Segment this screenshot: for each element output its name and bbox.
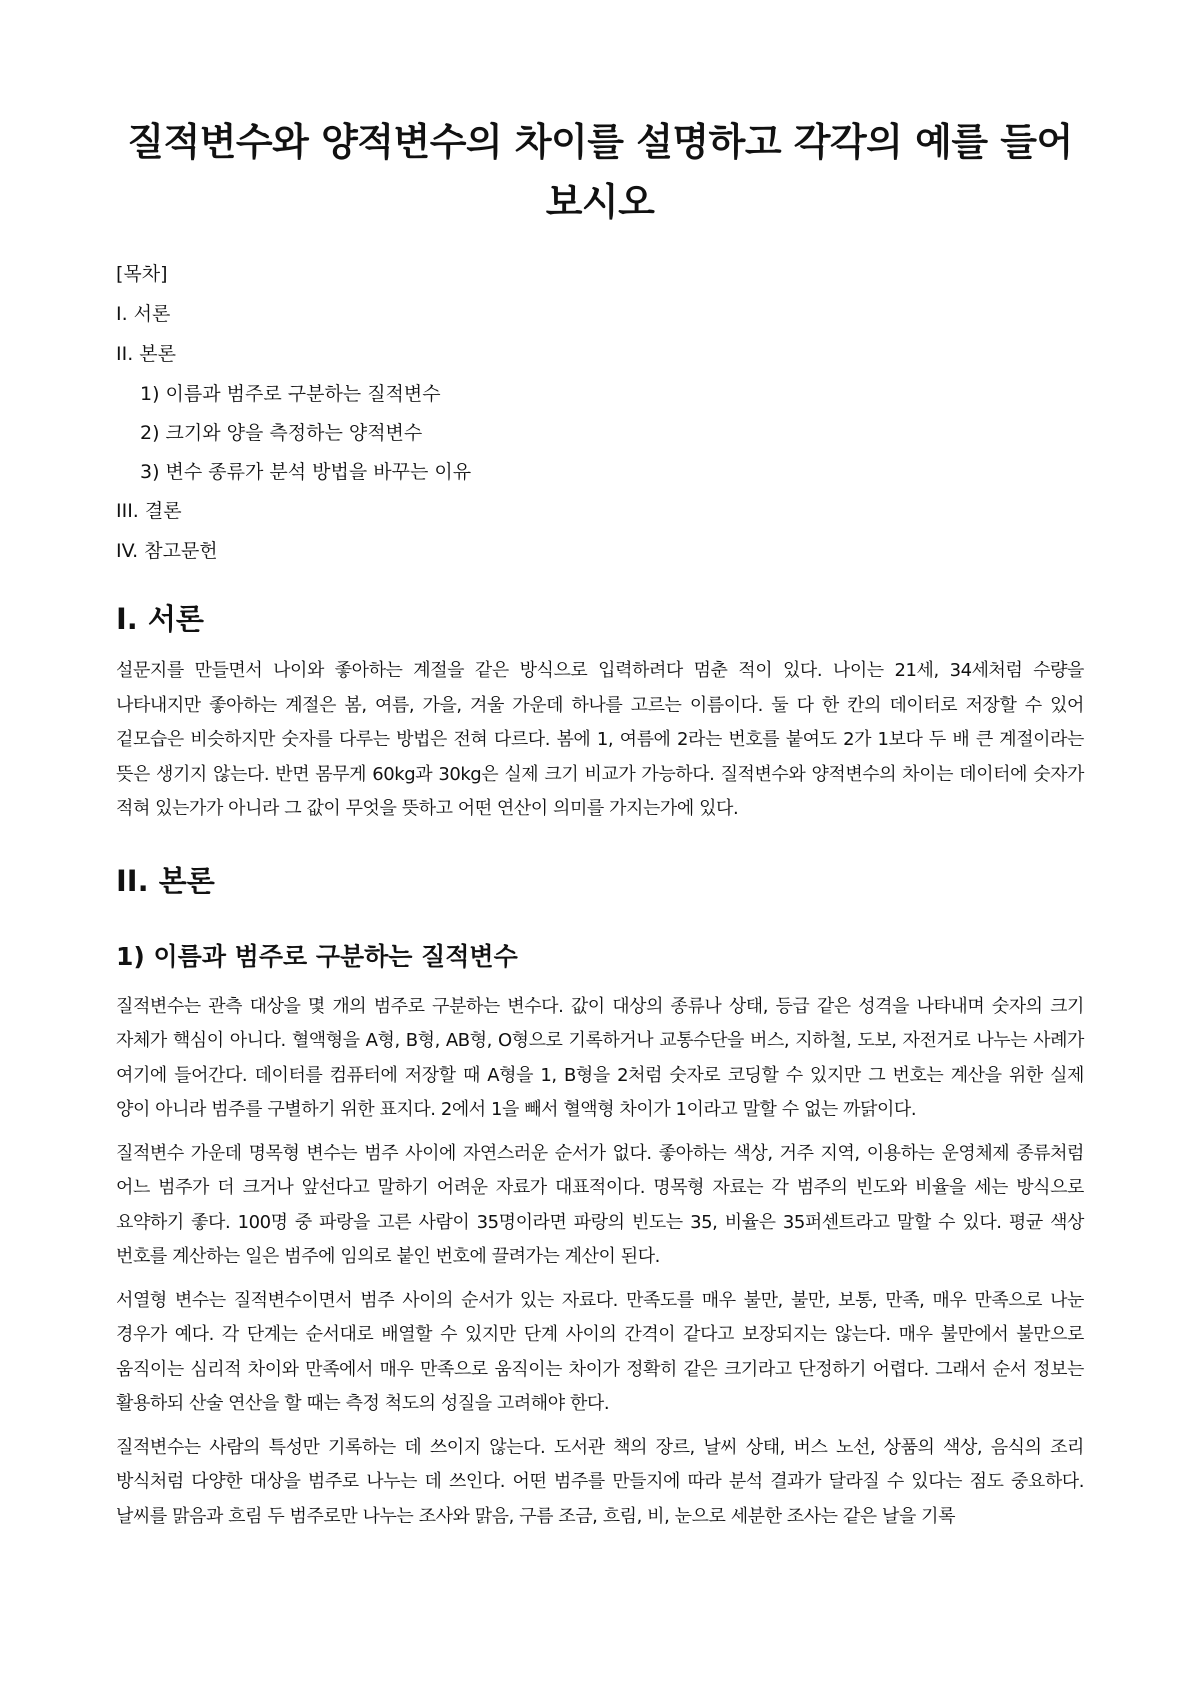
body-paragraph: 서열형 변수는 질적변수이면서 범주 사이의 순서가 있는 자료다. 만족도를 매우 불만, 불만, 보통, 만족, 매우 만족으로 나눈 경우가 예다. 각 단계는 순서대로 배열할 수 있지만 단계 사이의 간격이 같다고 보장되지는 않는다. 매우 불만에서 불만으로 움직이는 심리적 차이와 만족에서 매우 만족으로 움직이는 차이가 정확히 같은 크기라고 단정하기 어렵다. 그래서 순서 정보는 활용하되 산술 연산을 할 때는 측정 척도의 성질을 고려해야 한다. — [116, 1289, 1084, 1414]
section-spacer — [116, 836, 1084, 862]
toc-item-body-2: 2) 크기와 양을 측정하는 양적변수 — [140, 422, 423, 444]
toc-item-references: IV. 참고문헌 — [116, 540, 218, 562]
toc-item-intro: I. 서론 — [116, 303, 171, 325]
body-paragraph: 질적변수는 관측 대상을 몇 개의 범주로 구분하는 변수다. 값이 대상의 종류나 상태, 등급 같은 성격을 나타내며 숫자의 크기 자체가 핵심이 아니다. 혈액형을 A형, B형, AB형, O형으로 기록하거나 교통수단을 버스, 지하철, 도보, 자전거로 나누는 사례가 여기에 들어간다. 데이터를 컴퓨터에 저장할 때 A형을 1, B형을 2처럼 숫자로 코딩할 수 있지만 그 번호는 계산을 위한 실제 양이 아니라 범주를 구별하기 위한 표지다. 2에서 1을 빼서 혈액형 차이가 1이라고 말할 수 없는 까닭이다. — [116, 995, 1084, 1120]
toc-item-conclusion: III. 결론 — [116, 500, 182, 522]
toc-heading: [목차] — [116, 263, 168, 285]
toc-item-body-1: 1) 이름과 범주로 구분하는 질적변수 — [140, 383, 441, 405]
table-of-contents — [116, 262, 1084, 564]
subsection-spacer — [116, 916, 1084, 940]
toc-list — [116, 302, 1084, 564]
section-intro — [116, 600, 1084, 827]
body-paragraph: 질적변수는 사람의 특성만 기록하는 데 쓰이지 않는다. 도서관 책의 장르, 날씨 상태, 버스 노선, 상품의 색상, 음식의 조리 방식처럼 다양한 대상을 범주로 나누는 데 쓰인다. 어떤 범주를 만들지에 따라 분석 결과가 달라질 수 있다는 점도 중요하다. 날씨를 맑음과 흐림 두 범주로만 나누는 조사와 맑음, 구름 조금, 흐림, 비, 눈으로 세분한 조사는 같은 날을 기록 — [116, 1436, 1084, 1527]
subsection-heading-qualitative: 1) 이름과 범주로 구분하는 질적변수 — [116, 941, 518, 971]
toc-item-body: II. 본론 — [116, 343, 176, 365]
section-body — [116, 862, 1084, 1535]
document-title: 질적변수와 양적변수의 차이를 설명하고 각각의 예를 들어 보시오 — [127, 120, 1073, 224]
section-heading-intro: I. 서론 — [116, 602, 204, 636]
body-paragraph: 질적변수 가운데 명목형 변수는 범주 사이에 자연스러운 순서가 없다. 좋아하는 색상, 거주 지역, 이용하는 운영체제 종류처럼 어느 범주가 더 크거나 앞선다고 말하기 어려운 자료가 대표적이다. 명목형 자료는 각 범주의 빈도와 비율을 세는 방식으로 요약하기 좋다. 100명 중 파랑을 고른 사람이 35명이라면 파랑의 빈도는 35, 비율은 35퍼센트라고 말할 수 있다. 평균 색상 번호를 계산하는 일은 범주에 임의로 붙인 번호에 끌려가는 계산이 된다. — [116, 1142, 1084, 1267]
toc-item-body-3: 3) 변수 종류가 분석 방법을 바꾸는 이유 — [140, 461, 472, 483]
section-heading-body: II. 본론 — [116, 863, 215, 898]
intro-paragraph: 설문지를 만들면서 나이와 좋아하는 계절을 같은 방식으로 입력하려다 멈춘 적이 있다. 나이는 21세, 34세처럼 수량을 나타내지만 좋아하는 계절은 봄, 여름, 가을, 겨울 가운데 하나를 고르는 이름이다. 둘 다 한 칸의 데이터로 저장할 수 있어 겉모습은 비슷하지만 숫자를 다루는 방법은 전혀 다르다. 봄에 1, 여름에 2라는 번호를 붙여도 2가 1보다 두 배 큰 계절이라는 뜻은 생기지 않는다. 반면 몸무게 60kg과 30kg은 실제 크기 비교가 가능하다. 질적변수와 양적변수의 차이는 데이터에 숫자가 적혀 있는가가 아니라 그 값이 무엇을 뜻하고 어떤 연산이 의미를 가지는가에 있다. — [116, 660, 1084, 819]
